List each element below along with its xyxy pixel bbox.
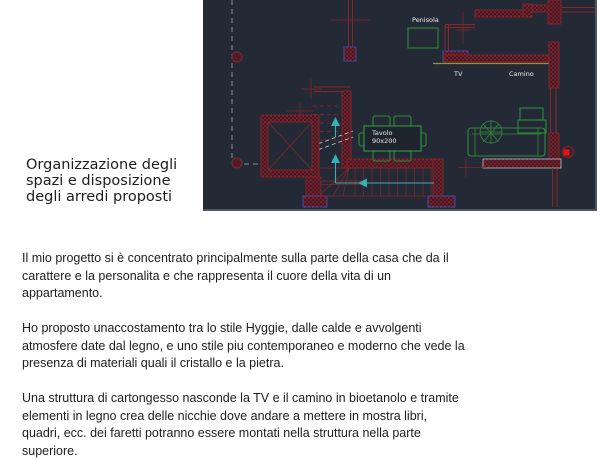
text-line: carattere e la personalita e che rappresenta il cuore della vita di un [22,268,391,283]
text-line: quadri, ecc. dei faretti potranno essere montati nella struttura nella parte [22,426,421,440]
paragraph-style-proposal [22,320,594,373]
chair-outline [394,116,411,126]
text-line: Ho proposto unaccostamento tra lo stile Hyggie, dalle calde e avvolgenti [22,321,422,335]
shaft-box [261,103,327,207]
page-title-line: spazi e disposizione [26,173,171,189]
floorplan-image [203,0,597,211]
text-line: atmosfere date dal legno, e uno stile piu contemporaneo e moderno che vede la [22,338,465,353]
cursor-marker [563,147,574,158]
paragraph-structure-description [22,390,594,460]
table-label: Tavolo [372,129,393,137]
text-line: superiore. [22,443,78,458]
peninsula [408,16,439,48]
page-title [26,157,177,205]
demolished-wall-dashed-line [232,0,264,168]
text-line: appartamento. [22,286,103,300]
chair-outline [373,116,390,126]
plant-icon [480,120,502,144]
page-title-line: degli arredi proposti [26,189,173,205]
text-line: Il mio progetto si è concentrato principalmente sulla parte della casa che da il [22,251,449,265]
sofa [468,108,546,156]
left-arrow-icon [358,179,367,188]
dining-table [359,116,426,161]
side-table-outline [520,108,543,120]
tv-fireplace-wall [433,51,551,78]
top-centre-wall [331,0,370,61]
up-arrow-icon [331,154,340,163]
peninsula-outline [408,28,438,48]
upper-right-walls [445,0,597,58]
wall-node-marker [232,158,242,168]
fireplace-label: Camino [509,70,534,78]
text-line: presenza di materiali quali il cristallo e la pietra. [22,356,284,370]
paragraph-project-focus [22,250,594,303]
text-line: elementi in legno crea delle nicchie dove andare a mettere in mostra libri, [22,408,428,423]
wall-node-marker [232,52,242,62]
up-arrow-icon [331,117,340,126]
table-size-label: 90x200 [372,137,397,145]
side-unit-outline [518,120,546,133]
text-line: Una struttura di cartongesso nasconde la TV e il camino in bioetanolo e tramite [22,391,459,405]
body-text [22,250,594,460]
peninsula-label: Penisola [412,16,439,24]
tv-label: TV [454,70,463,78]
page-title-line: Organizzazione degli [26,157,178,173]
floorplan-drawing [203,0,597,211]
